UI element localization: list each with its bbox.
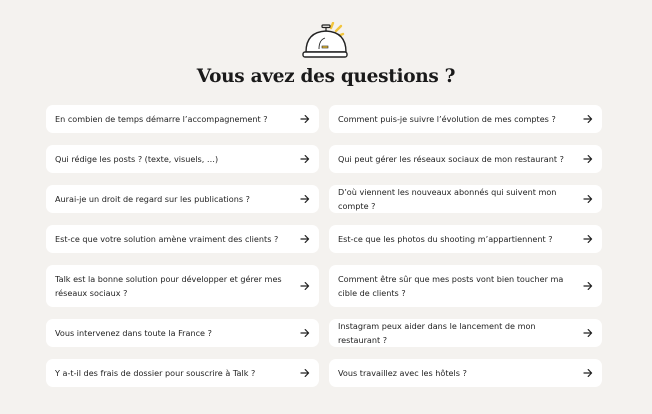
faq-question: En combien de temps démarre l’accompagnement ? [55, 114, 268, 124]
faq-item[interactable] [46, 319, 319, 347]
arrow-right-icon [300, 194, 310, 204]
arrow-right-icon [583, 114, 593, 124]
faq-question: Vous intervenez dans toute la France ? [55, 328, 212, 338]
faq-item[interactable] [329, 319, 602, 347]
faq-item[interactable] [329, 359, 602, 387]
faq-item[interactable] [46, 359, 319, 387]
faq-question: Vous travaillez avec les hôtels ? [338, 368, 467, 378]
faq-question: Aurai-je un droit de regard sur les publications ? [55, 194, 250, 204]
faq-grid [46, 105, 602, 387]
service-bell-icon [301, 22, 349, 60]
faq-item[interactable] [329, 105, 602, 133]
faq-question: Talk est la bonne solution pour développer et gérer mes réseaux sociaux ? [55, 274, 282, 298]
faq-item[interactable] [46, 225, 319, 253]
faq-item[interactable] [46, 145, 319, 173]
arrow-right-icon [583, 154, 593, 164]
arrow-right-icon [583, 194, 593, 204]
faq-question: Comment puis-je suivre l’évolution de mes comptes ? [338, 114, 556, 124]
arrow-right-icon [583, 368, 593, 378]
faq-item[interactable] [329, 265, 602, 307]
arrow-right-icon [300, 234, 310, 244]
arrow-right-icon [300, 114, 310, 124]
faq-question: Qui peut gérer les réseaux sociaux de mon restaurant ? [338, 154, 564, 164]
faq-item[interactable] [329, 145, 602, 173]
faq-item[interactable] [46, 265, 319, 307]
arrow-right-icon [300, 368, 310, 378]
faq-item[interactable] [329, 225, 602, 253]
faq-question: Qui rédige les posts ? (texte, visuels, …) [55, 154, 219, 164]
arrow-right-icon [300, 281, 310, 291]
faq-question: Comment être sûr que mes posts vont bien toucher ma cible de clients ? [338, 274, 564, 298]
page-title: Vous avez des questions ? [196, 66, 456, 87]
faq-item[interactable] [46, 105, 319, 133]
faq-item[interactable] [329, 185, 602, 213]
arrow-right-icon [583, 234, 593, 244]
faq-question: D’où viennent les nouveaux abonnés qui suivent mon compte ? [338, 187, 557, 211]
arrow-right-icon [300, 328, 310, 338]
arrow-right-icon [583, 281, 593, 291]
arrow-right-icon [583, 328, 593, 338]
faq-question: Y a-t-il des frais de dossier pour souscrire à Talk ? [55, 368, 256, 378]
faq-question: Est-ce que les photos du shooting m’appartiennent ? [338, 234, 553, 244]
faq-question: Est-ce que votre solution amène vraiment des clients ? [55, 234, 279, 244]
faq-question: Instagram peux aider dans le lancement de mon restaurant ? [338, 321, 536, 345]
arrow-right-icon [300, 154, 310, 164]
faq-item[interactable] [46, 185, 319, 213]
